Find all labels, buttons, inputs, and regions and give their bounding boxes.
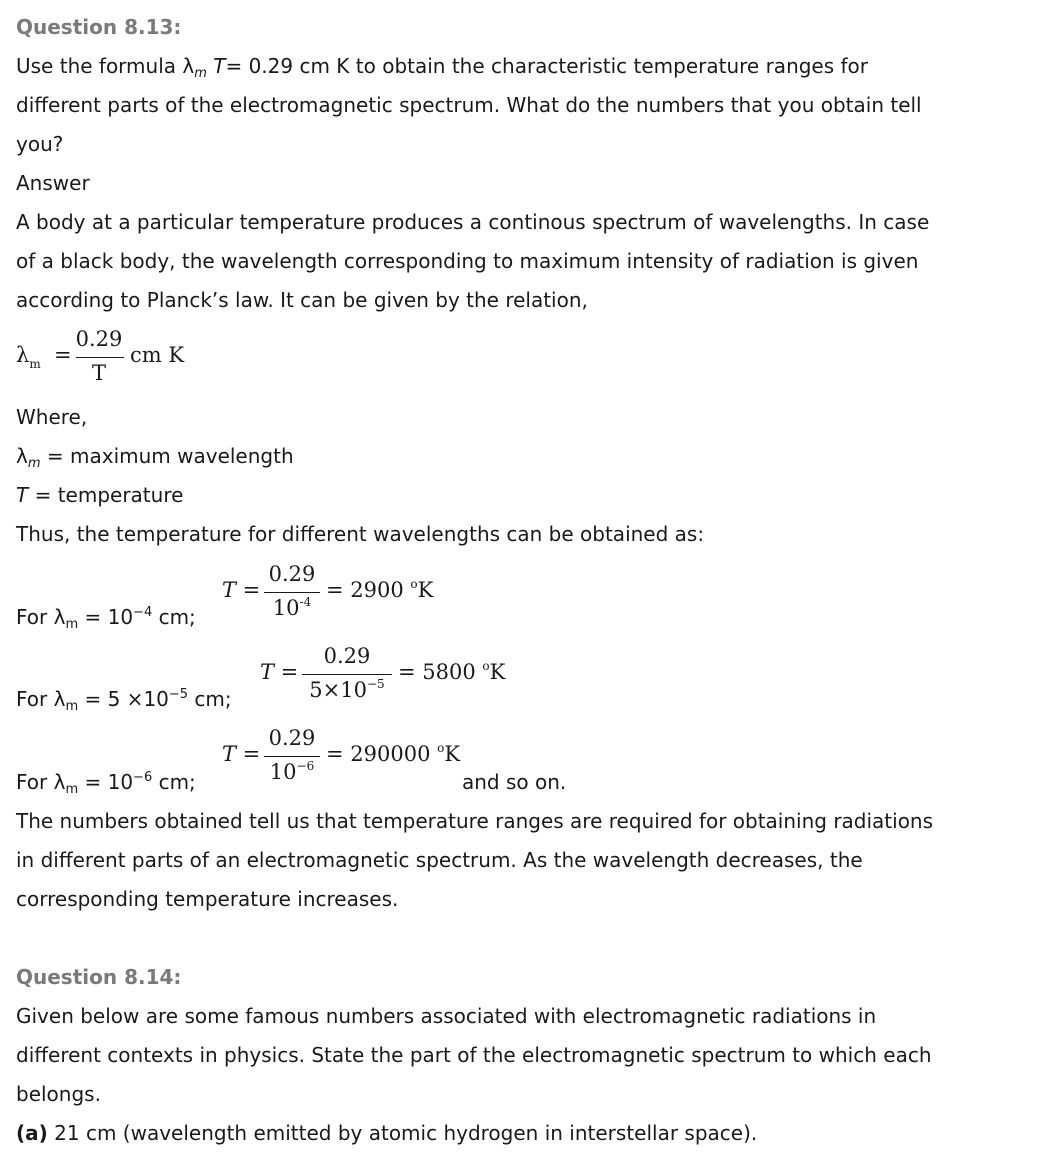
case-1-label: For $\lambda_m = 10^{-4}$ cm; (16, 605, 196, 632)
conclusion-line-1: The numbers obtained tell us that temperature ranges are required for obtaining radiations (16, 809, 934, 833)
question-8-14-part-a: (a) 21 cm (wavelength emitted by atomic hydrogen in interstellar space). (16, 1121, 758, 1145)
question-8-14-text-line-3: belongs. (16, 1082, 101, 1106)
question-8-13-heading: Question 8.13: (16, 15, 182, 39)
formula-denominator: T (91, 361, 106, 385)
case-2-equation: T = 0.29 $5\times 10^{-5}$ = 5800 $^o$K (260, 644, 506, 702)
definition-temperature: T = temperature (16, 483, 184, 507)
answer-text-line-1: A body at a particular temperature produces a continous spectrum of wavelengths. In case (16, 210, 930, 234)
answer-label: Answer (16, 171, 90, 195)
conclusion-line-2: in different parts of an electromagnetic spectrum. As the wavelength decreases, the (16, 848, 863, 872)
where-label: Where, (16, 405, 88, 429)
case-1-equation: T = 0.29 $10^{-4}$ = 2900 $^o$K (222, 562, 434, 620)
answer-text-line-3: according to Planck’s law. It can be given by the relation, (16, 288, 588, 312)
thus-text: Thus, the temperature for different wavelengths can be obtained as: (16, 522, 705, 546)
formula-unit: cm K (130, 343, 185, 367)
case-3-equation: T = 0.29 $10^{-6}$ = 290000 $^o$K (222, 726, 461, 784)
formula-numerator: 0.29 (75, 327, 123, 351)
case-3-label: For $\lambda_m = 10^{-6}$ cm; (16, 770, 196, 797)
question-8-13-text-line-2: different parts of the electromagnetic spectrum. What do the numbers that you obtain tell (16, 93, 922, 117)
question-8-14-heading: Question 8.14: (16, 965, 182, 989)
conclusion-line-3: corresponding temperature increases. (16, 887, 399, 911)
and-so-on-text: and so on. (462, 770, 567, 794)
answer-text-line-2: of a black body, the wavelength corresponding to maximum intensity of radiation is given (16, 249, 919, 273)
question-8-14-text-line-1: Given below are some famous numbers associated with electromagnetic radiations in (16, 1004, 877, 1028)
case-2-label: For $\lambda_m = 5 \times 10^{-5}$ cm; (16, 687, 232, 714)
wien-formula: $\lambda_m$ = 0.29 T cm K (16, 327, 185, 385)
question-8-14-text-line-2: different contexts in physics. State the part of the electromagnetic spectrum to which each (16, 1043, 932, 1067)
definition-lambda-m: $\lambda_m$ = maximum wavelength (16, 444, 294, 471)
part-a-label: (a) (16, 1121, 48, 1145)
formula-fraction-bar (76, 357, 124, 358)
question-8-13-text-line-3: you? (16, 132, 64, 156)
question-8-13-text-line-1: Use the formula $\lambda_m$ T= 0.29 cm K to obtain the characteristic temperature ranges for (16, 54, 869, 81)
